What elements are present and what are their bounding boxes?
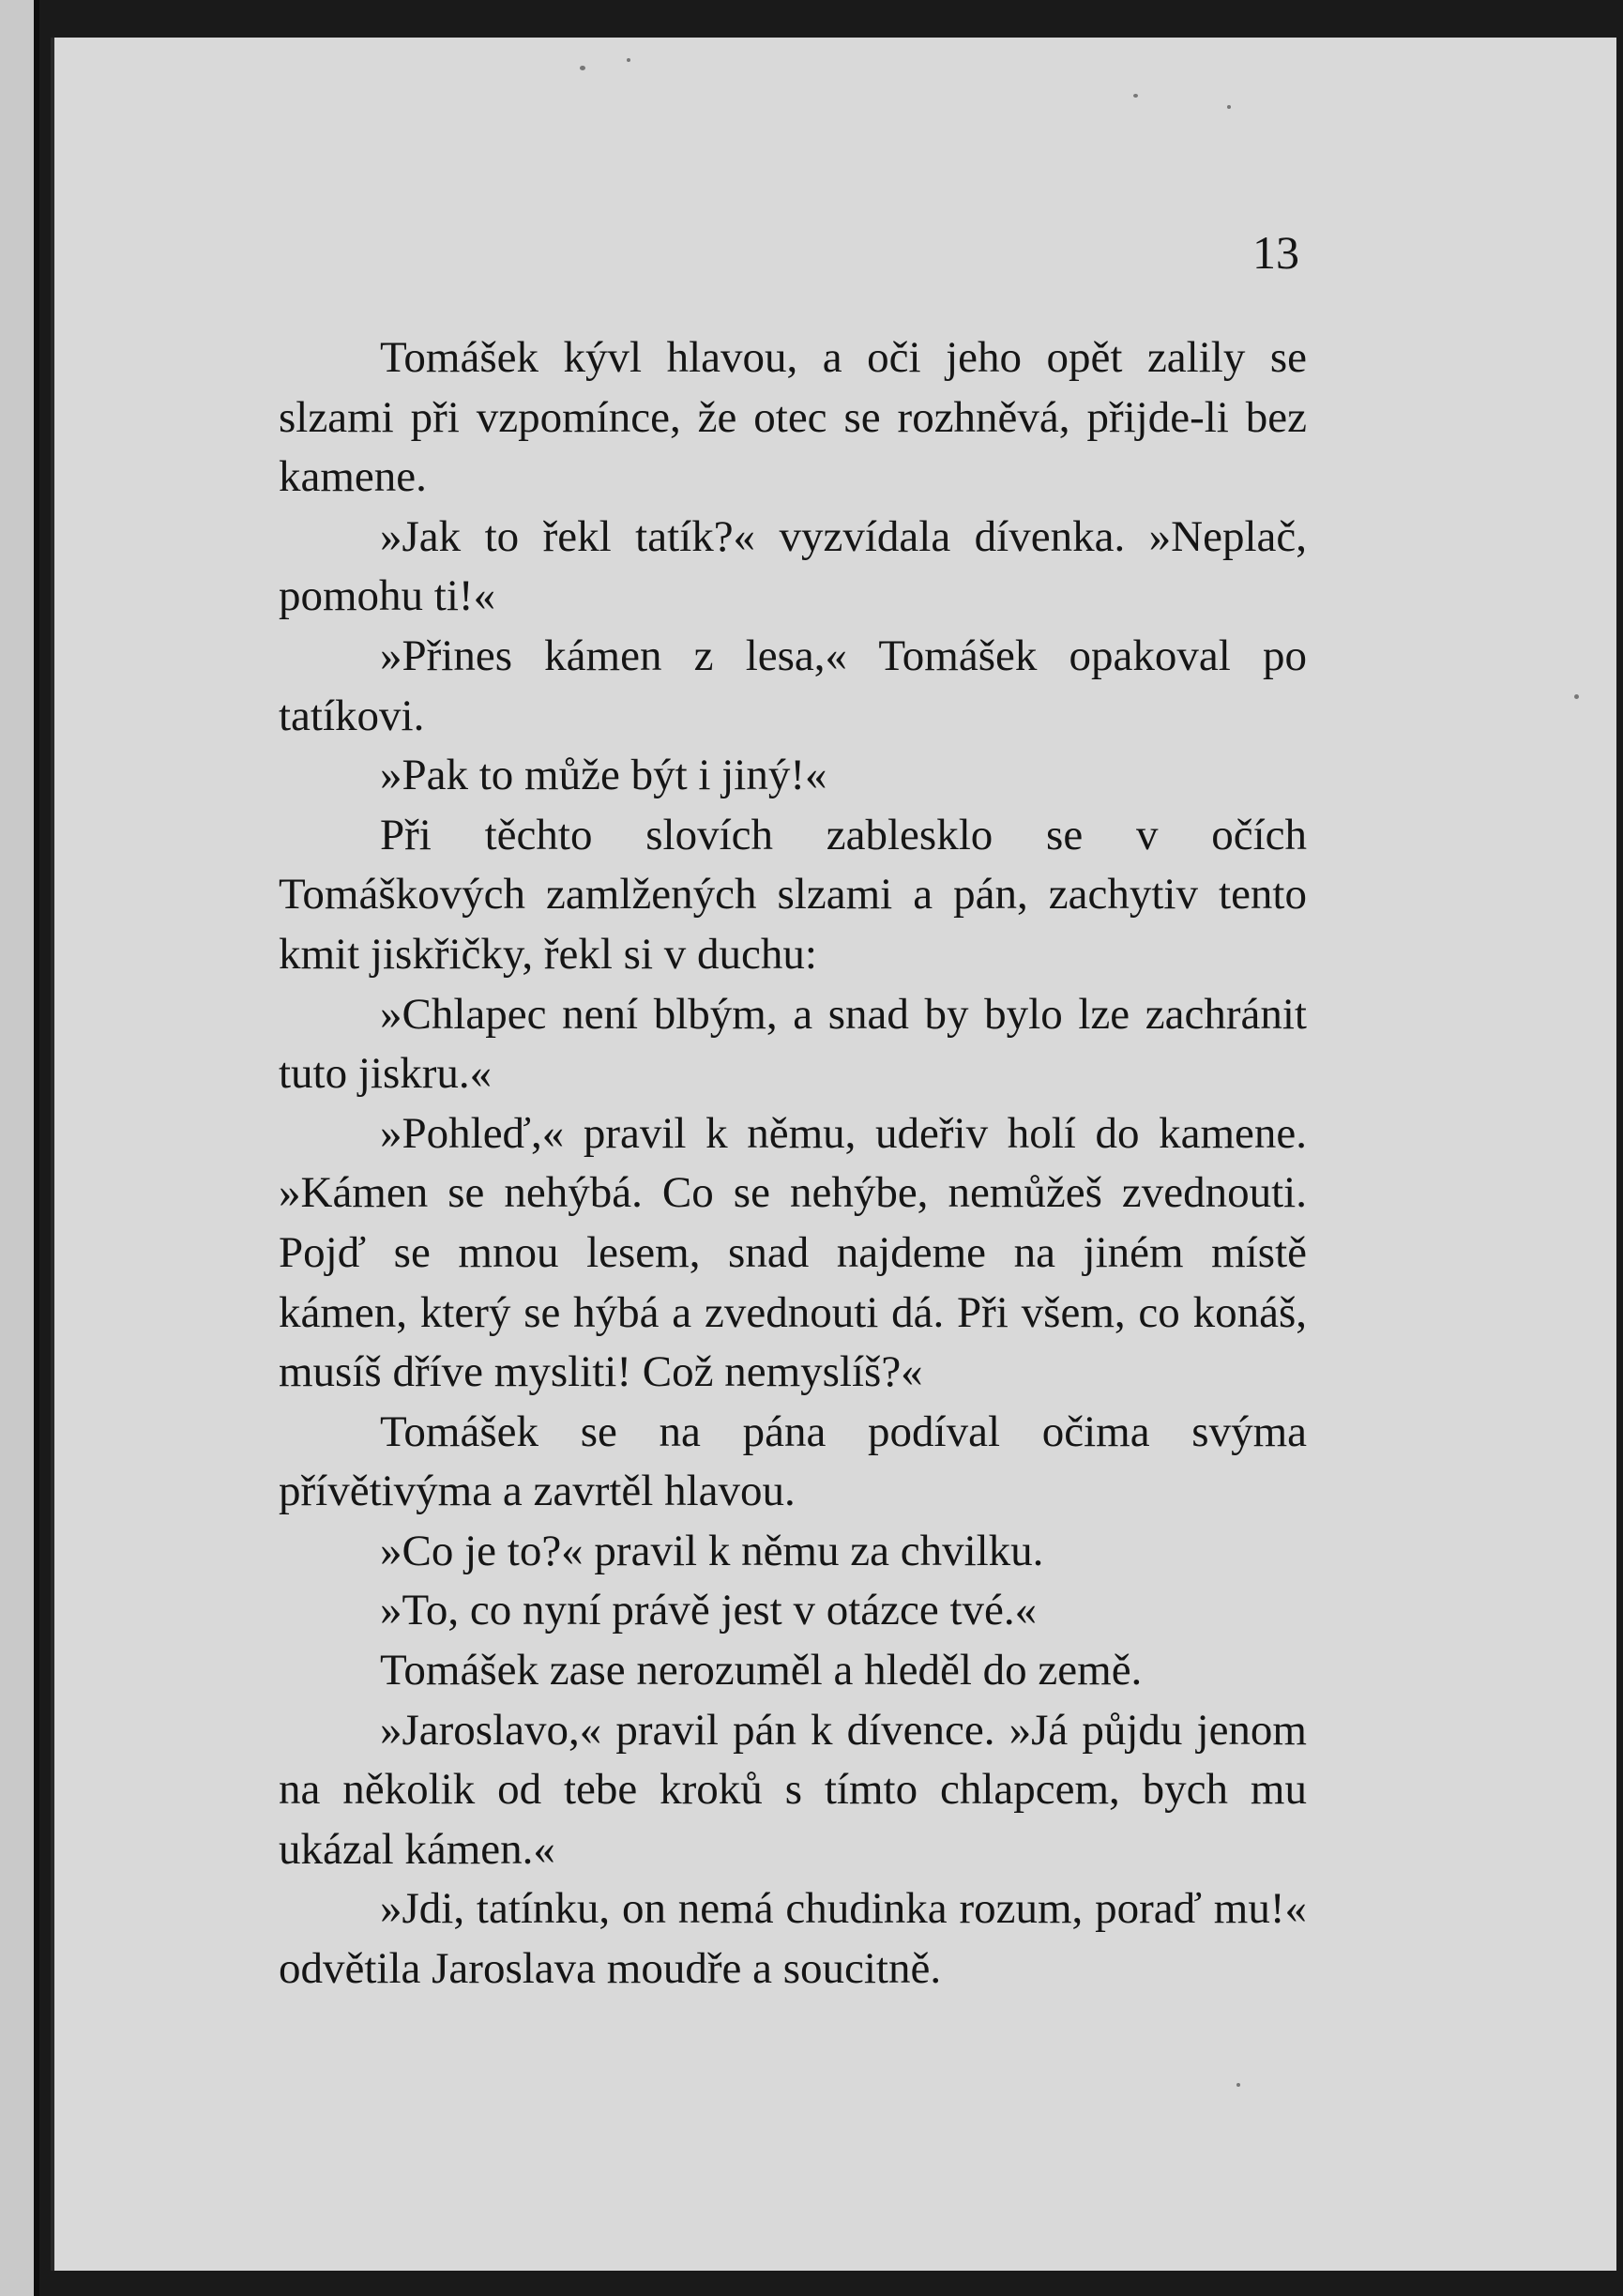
paragraph: »Co je to?« pravil k němu za chvilku. [380, 1526, 1044, 1575]
paragraph: »Jdi, tatínku, on nemá chudinka rozum, poraď mu!« odvětila Jaroslava moudře a soucitně. [279, 1884, 1307, 1994]
paragraph: »Jaroslavo,« pravil pán k dívence. »Já půjdu jenom na několik od tebe kroků s tímto chlapcem, bych mu ukázal kámen.« [279, 1705, 1307, 1874]
paragraph: »Jak to řekl tatík?« vyzvídala dívenka. »Neplač, pomohu ti!« [279, 511, 1307, 621]
paragraph: »To, co nyní právě jest v otázce tvé.« [380, 1586, 1038, 1635]
paragraph: Tomášek zase nerozuměl a hleděl do země. [380, 1646, 1143, 1695]
paragraph: »Přines kámen z lesa,« Tomášek opakoval po tatíkovi. [279, 631, 1307, 740]
paragraph: Při těchto slovích zablesklo se v očích Tomáškových zamlžených slzami a pán, zachytiv tento kmit jiskřičky, řekl si v duchu: [279, 810, 1307, 979]
paragraph: »Chlapec není blbým, a snad by bylo lze zachránit tuto jiskru.« [279, 989, 1307, 1099]
paragraph: »Pohleď,« pravil k němu, udeřiv holí do kamene. »Kámen se nehýbá. Co se nehýbe, nemůžeš zvednouti. Pojď se mnou lesem, snad najdeme na jiném místě kámen, který se hýbá a zvednouti dá. Při všem, co konáš, musíš dříve mysliti! Což nemyslíš?« [279, 1108, 1307, 1397]
paragraph: Tomášek se na pána podíval očima svýma přívětivýma a zavrtěl hlavou. [279, 1406, 1307, 1516]
page-number: 13 [1252, 226, 1299, 279]
previous-page-edge [0, 0, 39, 2296]
paragraph: »Pak to může být i jiný!« [380, 751, 827, 800]
paragraph: Tomášek kývl hlavou, a oči jeho opět zalily se slzami při vzpomínce, že otec se rozhněvá, přijde-li bez kamene. [279, 333, 1307, 502]
body-text [279, 328, 1307, 1999]
